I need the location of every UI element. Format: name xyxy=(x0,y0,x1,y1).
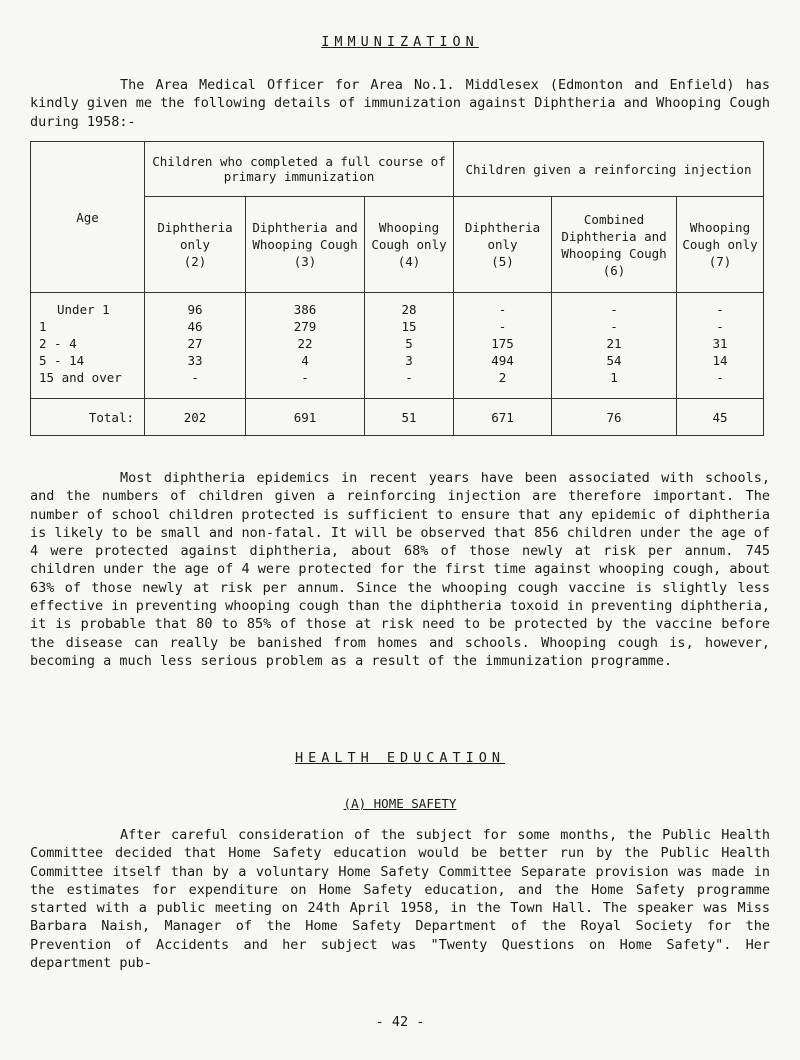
table-row: 15 and over - - - 2 1 - xyxy=(31,369,764,399)
col-header: Diphtheria only (2) xyxy=(145,197,246,293)
home-safety-subheading: (A) HOME SAFETY xyxy=(343,796,457,811)
health-education-heading: HEALTH EDUCATION xyxy=(294,750,506,766)
col-header: Whooping Cough only (4) xyxy=(365,197,454,293)
group-primary-header: Children who completed a full course of primary immunization xyxy=(145,142,454,197)
total-row: Total: 202 691 51 671 76 45 xyxy=(31,399,764,436)
discussion-paragraph: Most diphtheria epidemics in recent years have been associated with schools, and the numbers of children given a reinforcing injection are therefore important. The number of school children protected is sufficient to ensure that any epidemic of diphtheria is likely to be small and non-fatal. It will be observed that 856 children under the age of 4 were protected against diphtheria, about 68% of those newly at risk per annum. 745 children under the age of 4 were protected for the first time against whooping cough, about 63% of those newly at risk per annum. Since the whooping cough vaccine is slightly less effective in preventing whooping cough than the diphtheria toxoid in preventing diphtheria, it is probable that 80 to 85% of those at risk need to be protected by the vaccine before the disease can really be banished from homes and schools. Whooping cough is, however, becoming a much less serious problem as a result of the immunization programme. xyxy=(30,470,770,669)
page-number: - 42 - xyxy=(375,1014,425,1030)
col-header: Diphtheria and Whooping Cough (3) xyxy=(246,197,365,293)
table-row: 1 46 279 15 - - - xyxy=(31,318,764,335)
group-reinforcing-header: Children given a reinforcing injection xyxy=(454,142,764,197)
home-safety-paragraph: After careful consideration of the subject for some months, the Public Health Committee decided that Home Safety education would be better run by the Public Health Committee itself than by a voluntary Home Safety Committee Separate provision was made in the estimates for expenditure on Home Safety education, and the Home Safety programme started with a public meeting on 24th April 1958, in the Town Hall. The speaker was Miss Barbara Naish, Manager of the Home Safety Department of the Royal Society for the Prevention of Accidents and her subject was "Twenty Questions on Home Safety". Her department pub- xyxy=(30,827,770,972)
table-row: 5 - 14 33 4 3 494 54 14 xyxy=(31,352,764,369)
col-header: Whooping Cough only (7) xyxy=(677,197,764,293)
table-row: 2 - 4 27 22 5 175 21 31 xyxy=(31,335,764,352)
col-header: Diphtheria only (5) xyxy=(454,197,552,293)
table-row: Under 1 96 386 28 - - - xyxy=(31,293,764,319)
col-header: Combined Diphtheria and Whooping Cough (6) xyxy=(552,197,677,293)
age-header: Age xyxy=(31,142,145,293)
intro-paragraph: The Area Medical Officer for Area No.1. Middlesex (Edmonton and Enfield) has kindly given me the following details of immunization against Diphtheria and Whooping Cough during 1958:- xyxy=(30,77,770,130)
immunization-table xyxy=(30,141,764,436)
immunization-heading: IMMUNIZATION xyxy=(321,34,479,50)
